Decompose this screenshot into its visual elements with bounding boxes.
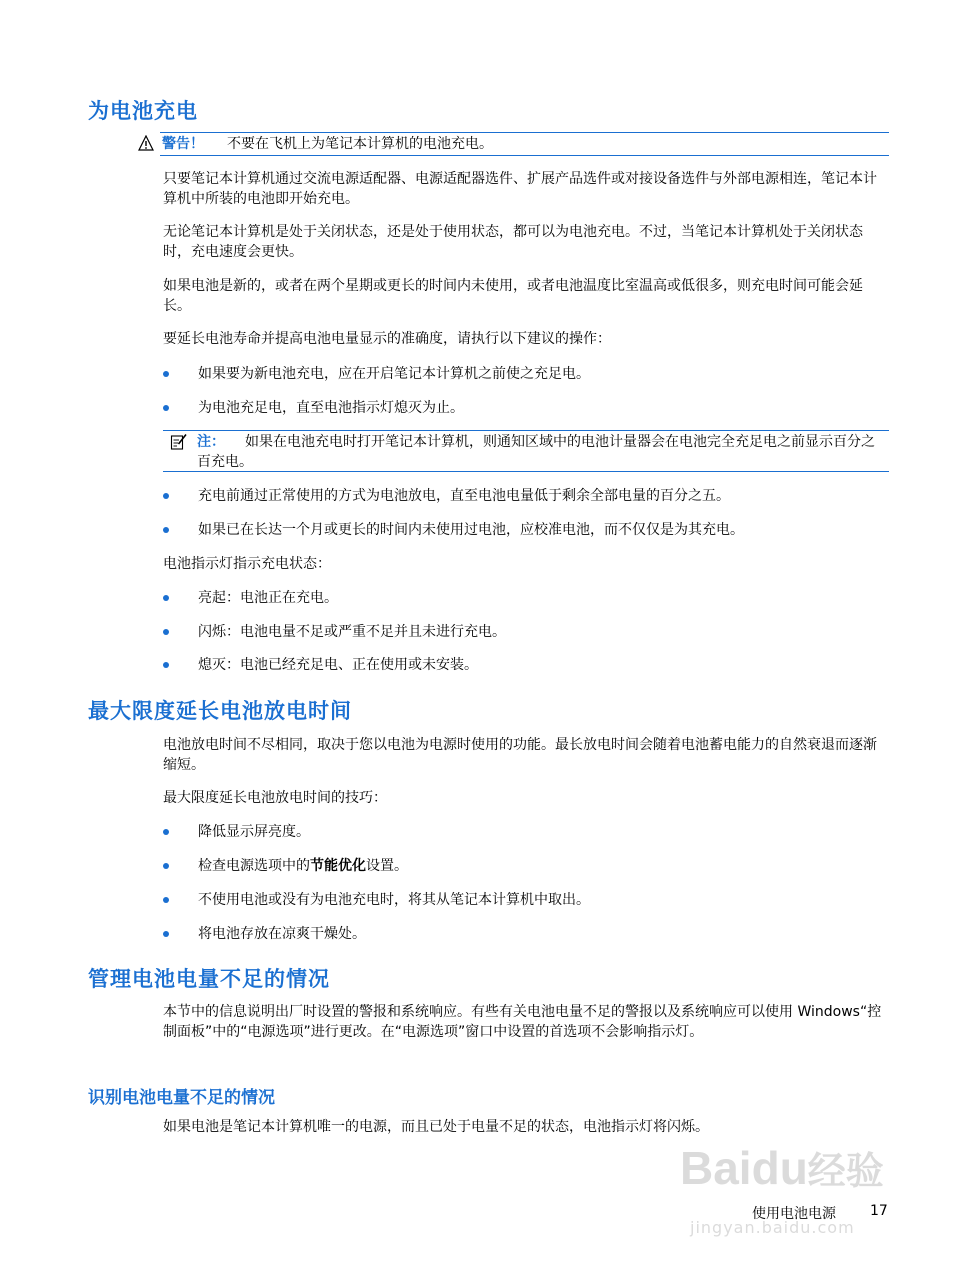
bullet-icon (163, 829, 169, 835)
list-item-text: 闪烁：电池电量不足或严重不足并且未进行充电。 (198, 624, 506, 640)
watermark-brand: Bai (680, 1142, 752, 1194)
list-item-text: 亮起：电池正在充电。 (198, 590, 338, 606)
list-item-text: 如果已在长达一个月或更长的时间内未使用过电池，应校准电池，而不仅仅是为其充电。 (198, 522, 744, 538)
note-box (163, 430, 889, 472)
paragraph: 电池指示灯指示充电状态： (163, 556, 331, 572)
bullet-icon (163, 897, 169, 903)
watermark-cn: 经验 (807, 1151, 884, 1193)
list-item-text-prefix: 检查电源选项中的 (198, 858, 310, 874)
list-item-text (198, 856, 888, 876)
section-title-charging: 为电池充电 (88, 99, 198, 123)
warning-text: 不要在飞机上为笔记本计算机的电池充电。 (227, 136, 493, 152)
list-item-text: 降低显示屏亮度。 (198, 824, 310, 840)
list-item-text: 不使用电池或没有为电池充电时，将其从笔记本计算机中取出。 (198, 892, 590, 908)
paragraph: 电池放电时间不尽相同，取决于您以电池为电源时使用的功能。最长放电时间会随着电池蓄电能力的自然衰退而逐渐缩短。 (163, 737, 877, 773)
bullet-icon (163, 527, 169, 533)
footer-section-name: 使用电池电源 (752, 1206, 836, 1222)
bullet-icon (163, 595, 169, 601)
list-item-text: 充电前通过正常使用的方式为电池放电，直至电池电量低于剩余全部电量的百分之五。 (198, 488, 730, 504)
paragraph: 如果电池是新的，或者在两个星期或更长的时间内未使用，或者电池温度比室温高或低很多，则充电时间可能会延长。 (163, 278, 863, 314)
bullet-icon (163, 662, 169, 668)
paragraph: 最大限度延长电池放电时间的技巧： (163, 790, 387, 806)
paragraph: 只要笔记本计算机通过交流电源适配器、电源适配器选件、扩展产品选件或对接设备选件与外部电源相连，笔记本计算机中所装的电池即开始充电。 (163, 171, 877, 207)
note-label: 注： (197, 434, 225, 450)
bullet-icon (163, 863, 169, 869)
paragraph: 要延长电池寿命并提高电池电量显示的准确度，请执行以下建议的操作： (163, 331, 611, 347)
power-saver-setting-name: 节能优化 (310, 858, 366, 874)
list-item-text: 如果要为新电池充电，应在开启笔记本计算机之前使之充足电。 (198, 366, 590, 382)
watermark-brand-2: du (751, 1142, 808, 1194)
bullet-icon (163, 493, 169, 499)
bullet-icon (163, 931, 169, 937)
watermark-url: jingyan.baidu.com (690, 1218, 855, 1237)
warning-icon (138, 135, 154, 151)
list-item-text: 将电池存放在凉爽干燥处。 (198, 926, 366, 942)
paragraph: 如果电池是笔记本计算机唯一的电源，而且已处于电量不足的状态，电池指示灯将闪烁。 (163, 1119, 709, 1135)
warning-label: 警告！ (162, 136, 204, 152)
paragraph: 无论笔记本计算机是处于关闭状态，还是处于使用状态，都可以为电池充电。不过，当笔记本计算机处于关闭状态时，充电速度会更快。 (163, 224, 863, 260)
bullet-icon (163, 371, 169, 377)
list-item-text: 熄灭：电池已经充足电、正在使用或未安装。 (198, 657, 478, 673)
section-title-runtime: 最大限度延长电池放电时间 (88, 699, 352, 723)
warning-box (160, 132, 889, 156)
bullet-icon (163, 629, 169, 635)
bullet-icon (163, 405, 169, 411)
baidu-watermark-logo (680, 1140, 910, 1250)
list-item-text: 为电池充足电，直至电池指示灯熄灭为止。 (198, 400, 464, 416)
paragraph: 本节中的信息说明出厂时设置的警报和系统响应。有些有关电池电量不足的警报以及系统响应可以使用 Windows“控制面板”中的“电源选项”进行更改。在“电源选项”窗口中设置的首选项不会影响指示灯。 (163, 1004, 882, 1040)
section-title-low-battery: 管理电池电量不足的情况 (88, 967, 330, 991)
list-item-text-suffix: 设置。 (366, 858, 408, 874)
page-number: 17 (870, 1203, 888, 1219)
note-text: 如果在电池充电时打开笔记本计算机，则通知区域中的电池计量器会在电池完全充足电之前显示百分之百充电。 (197, 434, 875, 470)
subsection-title-identify: 识别电池电量不足的情况 (88, 1088, 275, 1108)
